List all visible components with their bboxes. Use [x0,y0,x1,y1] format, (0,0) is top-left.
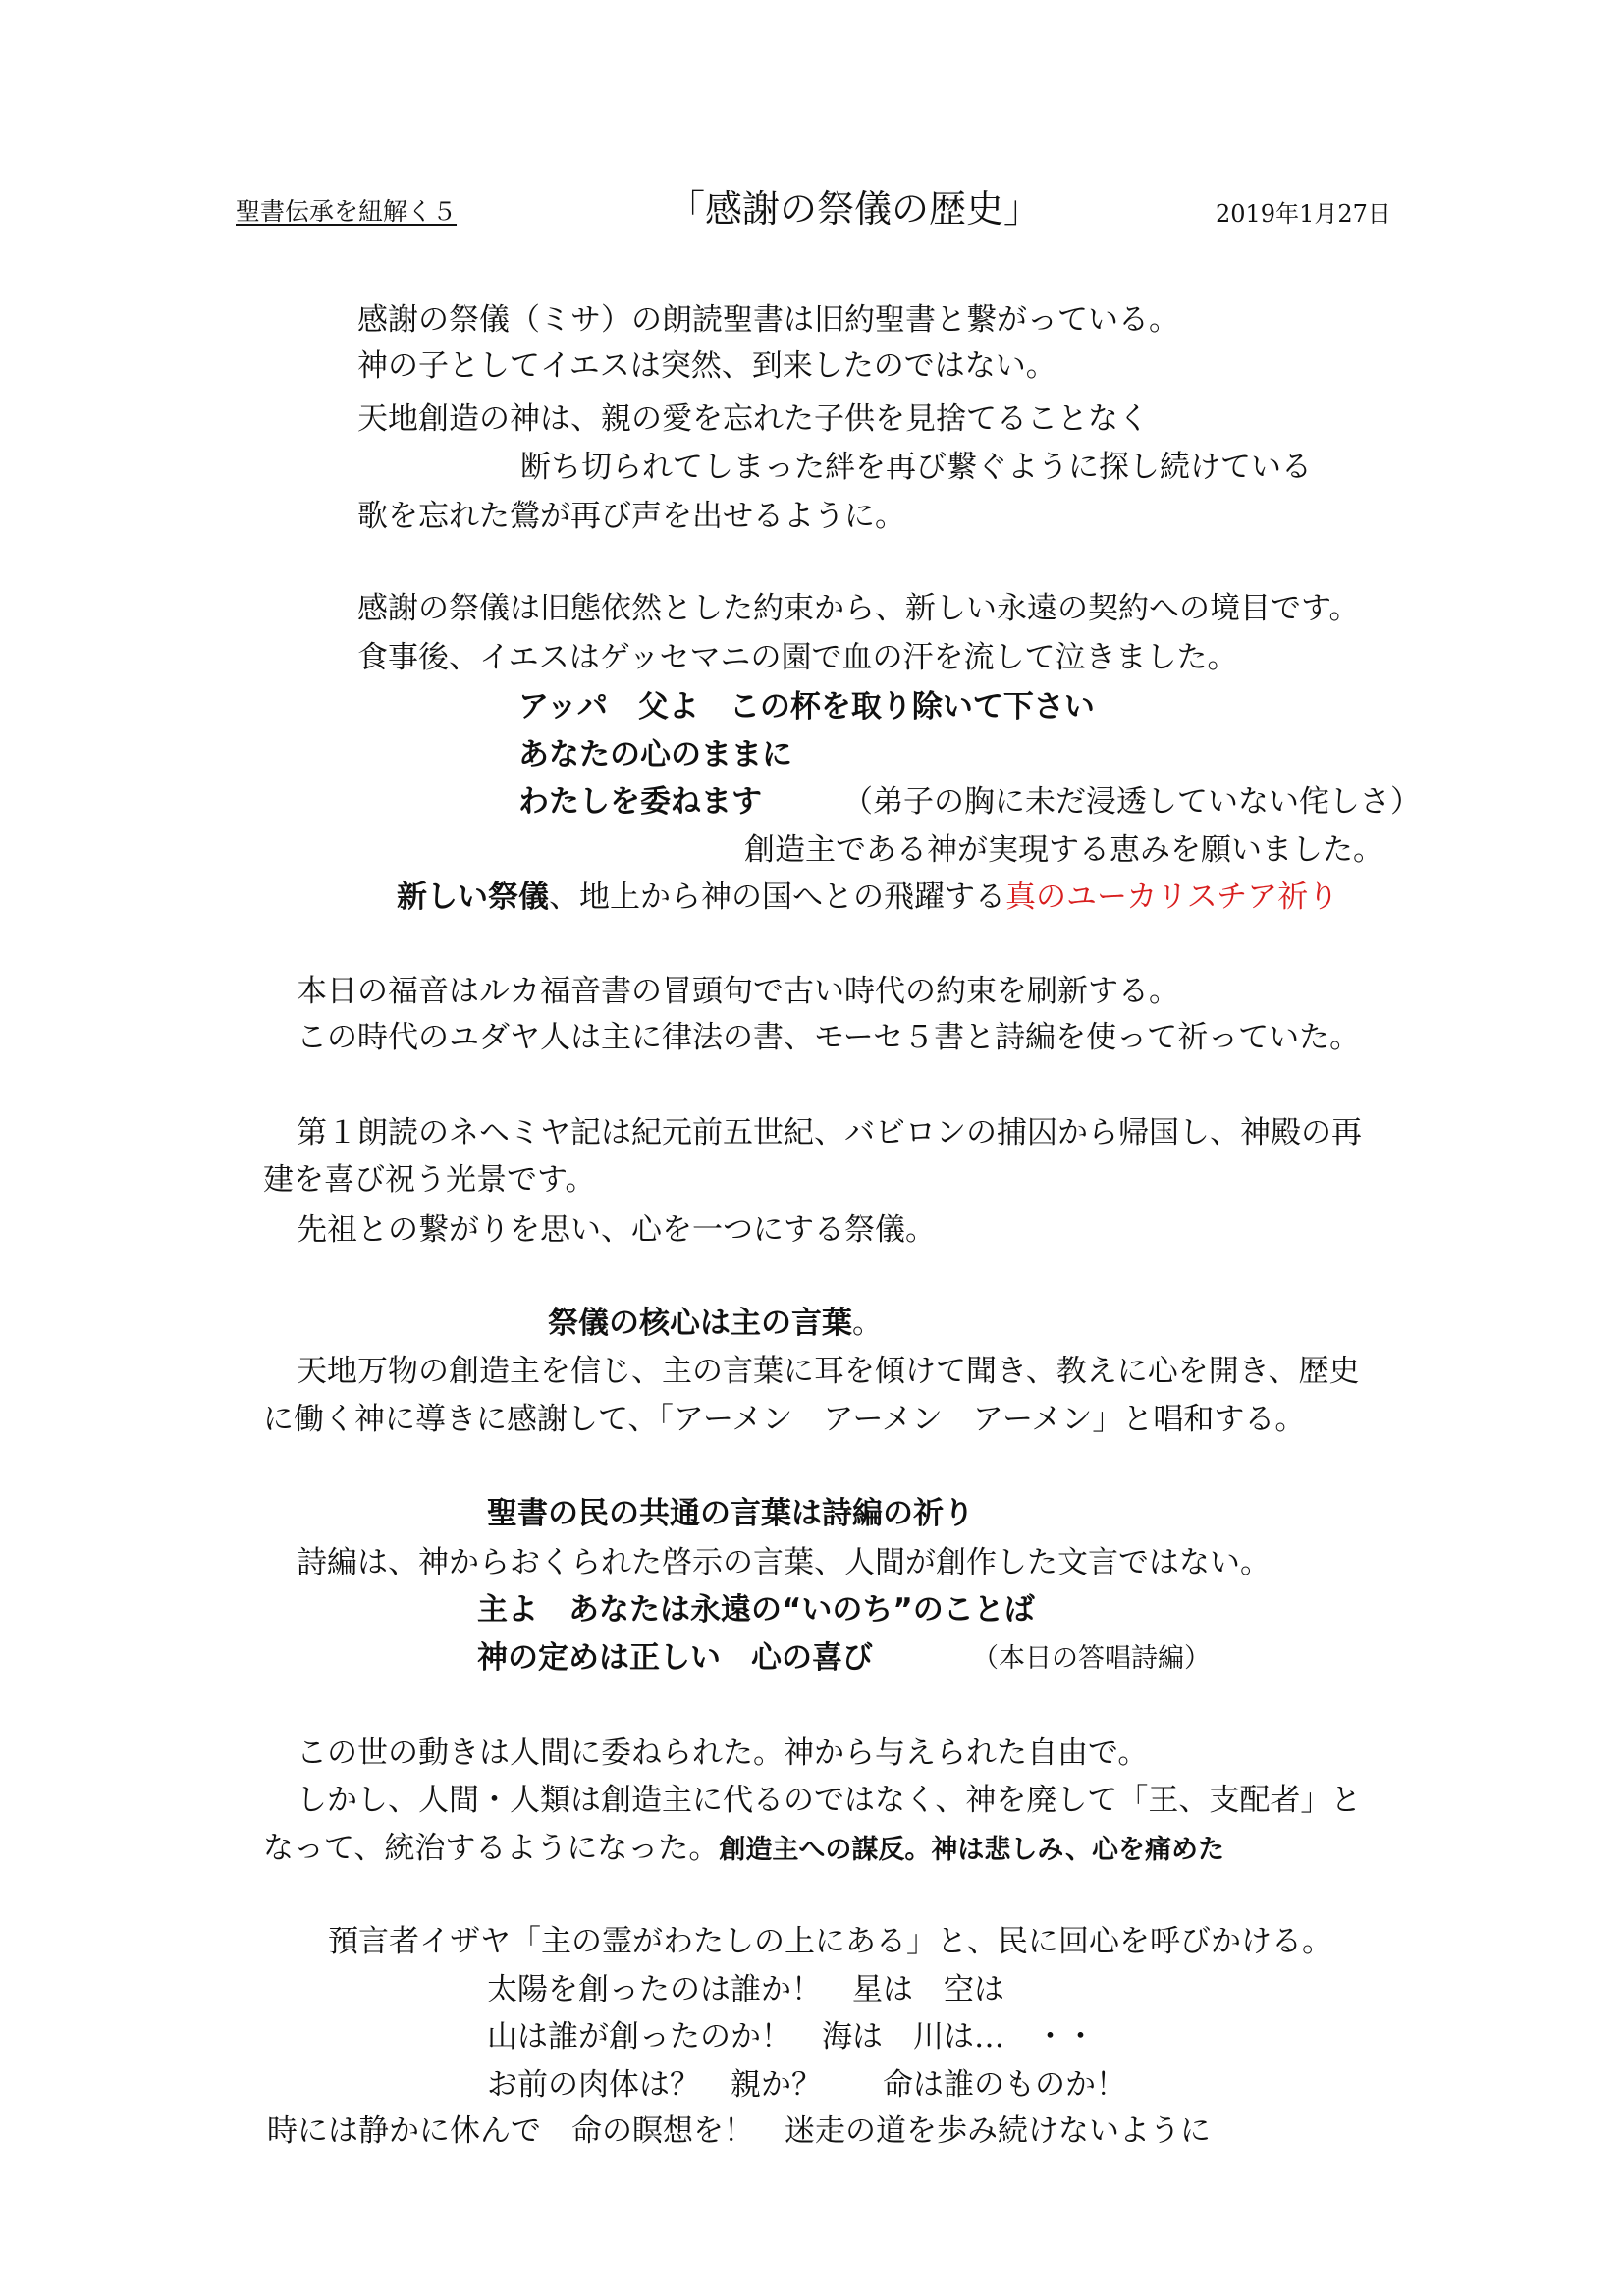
p7-line-2: しかし、人間・人類は創造主に代るのではなく、神を廃して「王、支配者」と [297,1783,1362,1818]
p7-line-3 [263,1829,1224,1870]
core-heading [548,1304,883,1343]
p8-line-3: 山は誰が創ったのか！ 海は 川は… ・・ [487,2019,1096,2055]
prayer-line-1: アッパ 父よ この杯を取り除いて下さい [518,689,1095,724]
core-heading-end: 。 [852,1306,883,1341]
p2-line-7 [397,878,1338,917]
p1-line-4: 断ち切られてしまった絆を再び繋ぐように探し続けている [520,450,1312,485]
p2-line-7-mid: 、地上から神の国へとの飛躍する [549,880,1005,915]
p3-line-1: 本日の福音はルカ福音書の冒頭句で古い時代の約束を刷新する。 [297,974,1179,1009]
p8-line-1: 預言者イザヤ「主の霊がわたしの上にある」と、民に回心を呼びかける。 [328,1924,1332,1959]
p6-line-1: 詩編は、神からおくられた啓示の言葉、人間が創作した文言ではない。 [297,1545,1271,1580]
series-label: 聖書伝承を紐解く５ [236,197,458,226]
p8-line-2: 太陽を創ったのは誰か！ 星は 空は [487,1972,1004,2007]
p1-line-5: 歌を忘れた鶯が再び声を出せるように。 [357,499,905,534]
prayer-line-3: わたしを委ねます [518,784,762,820]
p8-line-4: お前の肉体は？ 親か？ 命は誰のものか！ [487,2067,1126,2103]
p1-line-3: 天地創造の神は、親の愛を忘れた子供を見捨てることなく [357,401,1149,437]
p7-line-1: この世の動きは人間に委ねられた。神から与えられた自由で。 [297,1735,1149,1771]
p1-line-2: 神の子としてイエスは突然、到来したのではない。 [357,348,1056,384]
psalm-verse-1: 主よ あなたは永遠の“いのち”のことば [477,1592,1035,1628]
p7-line-3-text: なって、統治するようになった。 [263,1831,720,1866]
p2-line-1: 感謝の祭儀は旧態依然とした約束から、新しい永遠の契約への境目です。 [357,591,1360,626]
p4-line-2: 建を喜び祝う光景です。 [263,1162,596,1198]
p5-line-1: 天地万物の創造主を信じ、主の言葉に耳を傾けて聞き、教えに心を開き、歴史 [297,1354,1360,1389]
psalm-verse-2: 神の定めは正しい 心の喜び [477,1640,873,1676]
p2-line-6: 創造主である神が実現する恵みを願いました。 [744,832,1383,868]
psalm-heading: 聖書の民の共通の言葉は詩編の祈り [487,1496,974,1531]
psalm-annotation: （本日の答唱詩編） [972,1643,1211,1674]
rebellion-phrase: 創造主への謀反。神は悲しみ、心を痛めた [719,1835,1225,1865]
eucharist-prayer-highlight: 真のユーカリスチア祈り [1005,880,1339,915]
p4-line-3: 先祖との繋がりを思い、心を一つにする祭儀。 [297,1212,936,1248]
p5-line-2: に働く神に導きに感謝して、「アーメン アーメン アーメン」と唱和する。 [263,1402,1306,1437]
new-rite-phrase: 新しい祭儀 [397,880,549,915]
core-heading-text: 祭儀の核心は主の言葉 [548,1306,852,1341]
p4-line-1: 第１朗読のネヘミヤ記は紀元前五世紀、バビロンの捕囚から帰国し、神殿の再 [297,1115,1362,1150]
document-date: 2019年1月27日 [1216,200,1391,228]
p3-line-2: この時代のユダヤ人は主に律法の書、モーセ５書と詩編を使って祈っていた。 [297,1020,1361,1055]
page-title: 「感謝の祭儀の歴史」 [668,187,1042,231]
p8-line-5: 時には静かに休んで 命の瞑想を！ 迷走の道を歩み続けないように [267,2113,1211,2149]
p2-line-2: 食事後、イエスはゲッセマニの園で血の汗を流して泣きました。 [357,640,1238,675]
prayer-line-2: あなたの心のままに [518,737,792,773]
p1-line-1: 感謝の祭儀（ミサ）の朗読聖書は旧約聖書と繋がっている。 [357,302,1179,338]
prayer-annotation: （弟子の胸に未だ浸透していない侘しさ） [842,784,1421,820]
